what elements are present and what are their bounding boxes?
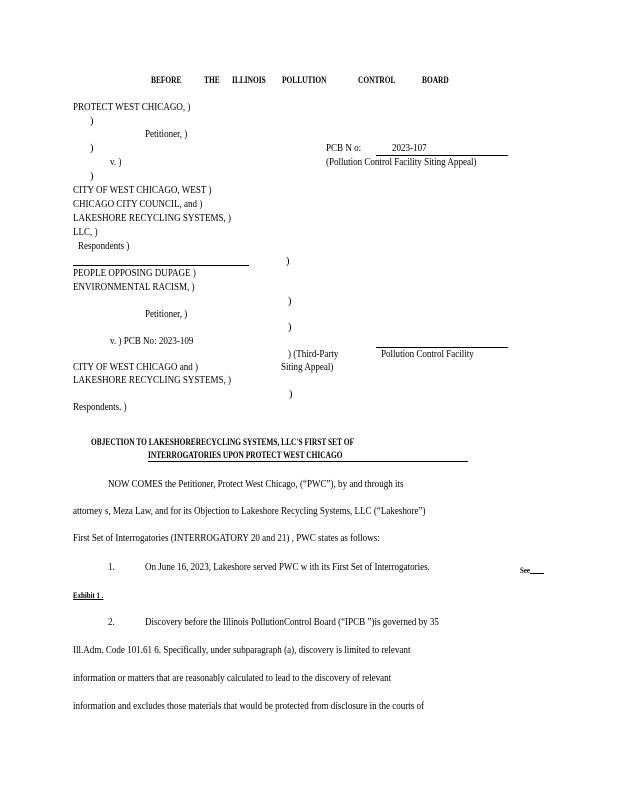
petitioner-label: Petitioner, ) xyxy=(145,129,188,140)
caption-bracket: ) xyxy=(90,171,94,182)
respondent-line: CHICAGO CITY COUNCIL, and ) xyxy=(73,199,203,210)
caption-bracket: ) xyxy=(286,256,290,267)
body-line: attorney s, Meza Law, and for its Objection to Lakeshore Recycling Systems, LLC (“Lakeshore”) xyxy=(73,506,426,517)
title-word: CONTROL xyxy=(358,76,396,86)
respondents-label: Respondents. ) xyxy=(73,402,127,413)
petitioner-name: PROTECT WEST CHICAGO, ) xyxy=(73,102,191,113)
title-word: ILLINOIS xyxy=(232,76,266,86)
versus-pcb-line: v. ) PCB No: 2023-109 xyxy=(110,336,194,347)
case-type: (Pollution Control Facility Siting Appeal) xyxy=(326,157,477,168)
versus: v. ) xyxy=(110,157,122,168)
caption-bracket: ) xyxy=(90,116,94,127)
item-number: 1. xyxy=(108,562,115,573)
title-word: BEFORE xyxy=(151,76,182,86)
respondent-line: LAKESHORE RECYCLING SYSTEMS, ) xyxy=(73,213,232,224)
case-type: Pollution Control Facility xyxy=(381,349,474,360)
respondent-line: CITY OF WEST CHICAGO and ) xyxy=(73,362,199,373)
caption-bracket: ) xyxy=(289,389,293,400)
caption-bracket: ) xyxy=(288,322,292,333)
body-line: information and excludes those materials that would be protected from disclosure in the courts of xyxy=(73,701,425,712)
document-title-underline xyxy=(148,461,468,462)
body-line: First Set of Interrogatories (INTERROGATORY 20 and 21) , PWC states as follows: xyxy=(73,533,380,544)
item-text: On June 16, 2023, Lakeshore served PWC w ith its First Set of Interrogatories. xyxy=(145,562,430,573)
respondents-label: Respondents ) xyxy=(78,241,130,252)
respondent-line: CITY OF WEST CHICAGO, WEST ) xyxy=(73,185,212,196)
caption-bracket: ) xyxy=(90,143,94,154)
see-reference: See xyxy=(520,566,530,575)
item-number: 2. xyxy=(108,617,115,628)
case-type: ) (Third-Party xyxy=(288,349,339,360)
document-title-line: INTERROGATORIES UPON PROTECT WEST CHICAGO xyxy=(148,451,343,461)
exhibit-reference: Exhibit 1 . xyxy=(73,591,104,600)
pcb-label: PCB N o: xyxy=(326,143,362,154)
petitioner-name: PEOPLE OPPOSING DUPAGE ) xyxy=(73,268,196,279)
caption-divider xyxy=(73,265,249,266)
title-word: POLLUTION xyxy=(282,76,327,86)
body-line: NOW COMES the Petitioner, Protect West Chicago, (“PWC”), by and through its xyxy=(108,479,404,490)
petitioner-label: Petitioner, ) xyxy=(145,309,188,320)
pcb-number-underline xyxy=(376,347,508,348)
respondent-line: LAKESHORE RECYCLING SYSTEMS, ) xyxy=(73,375,232,386)
caption-bracket: ) xyxy=(288,296,292,307)
pcb-number: 2023-107 xyxy=(392,143,427,154)
title-word: THE xyxy=(204,76,220,86)
title-word: BOARD xyxy=(422,76,449,86)
pcb-number-underline xyxy=(376,155,508,156)
case-type: Siting Appeal) xyxy=(281,362,334,373)
see-underline xyxy=(530,573,544,574)
body-line: information or matters that are reasonably calculated to lead to the discovery of relevant xyxy=(73,673,392,684)
body-line: Ill.Adm. Code 101.61 6. Specifically, under subparagraph (a), discovery is limited to relevant xyxy=(73,645,411,656)
item-text: Discovery before the Illinois PollutionControl Board (“IPCB ”)is governed by 35 xyxy=(145,617,439,628)
respondent-line: LLC, ) xyxy=(73,227,98,238)
petitioner-name: ENVIRONMENTAL RACISM, ) xyxy=(73,282,195,293)
document-title-line: OBJECTION TO LAKESHORERECYCLING SYSTEMS, LLC'S FIRST SET OF xyxy=(91,438,355,448)
